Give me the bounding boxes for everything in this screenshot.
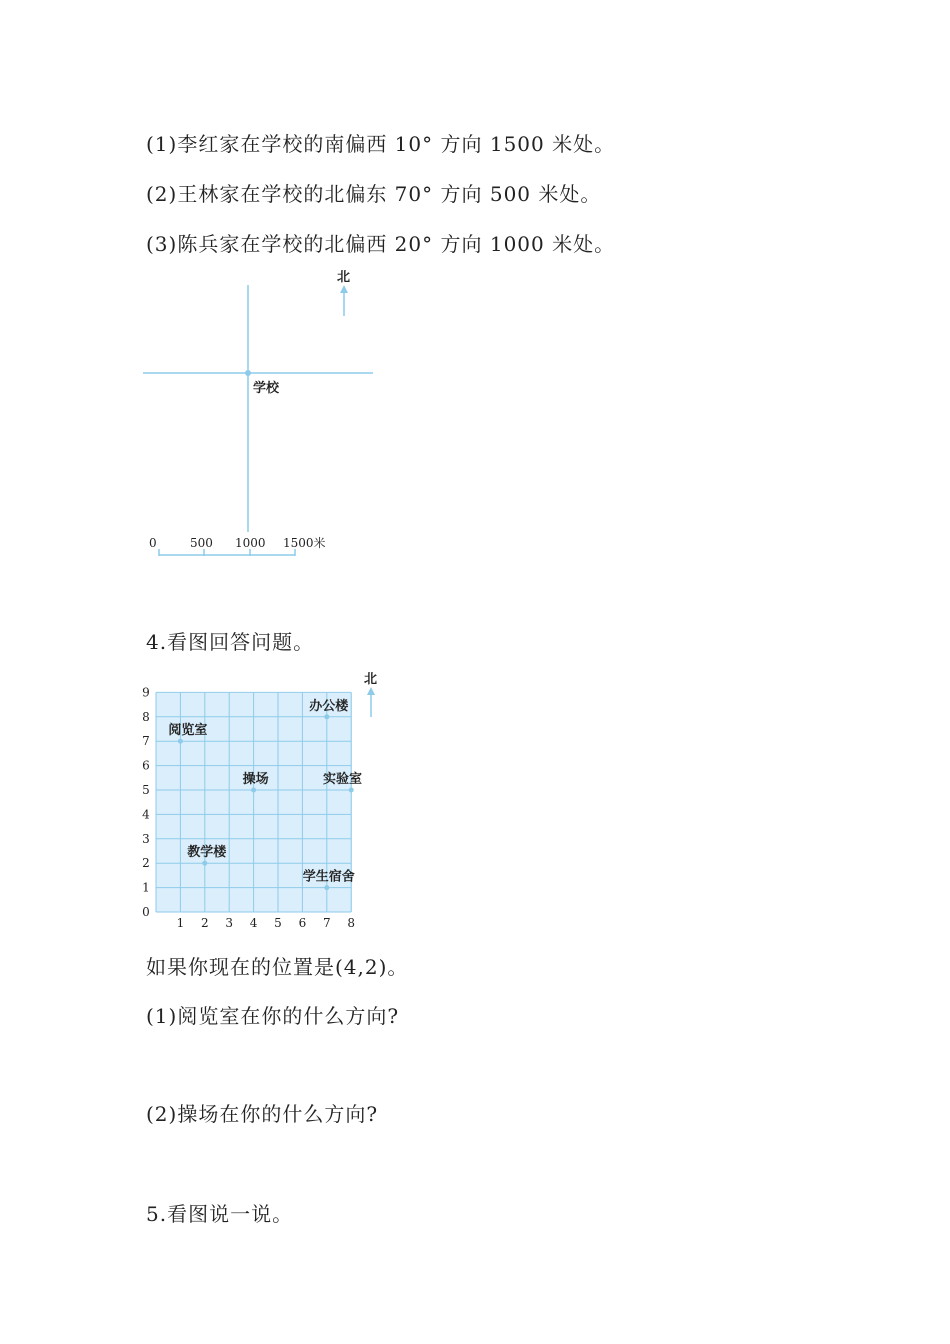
- school-direction-map: [0, 0, 950, 600]
- scale-label-0: 0: [149, 536, 157, 550]
- grid-north-arrow-icon: [367, 687, 375, 717]
- x-tick-label: 6: [298, 916, 307, 930]
- x-tick-label: 5: [274, 916, 282, 930]
- x-tick-label: 8: [347, 916, 356, 930]
- y-tick-label: 8: [142, 709, 150, 724]
- current-position-text: 如果你现在的位置是(4,2)。: [146, 955, 409, 979]
- place-point: [202, 861, 207, 866]
- scale-label-1000: 1000: [235, 536, 266, 550]
- campus-grid-map: [0, 660, 950, 935]
- item-2: (2)王林家在学校的北偏东 70° 方向 500 米处。: [146, 182, 602, 206]
- y-tick-label: 9: [142, 685, 150, 700]
- north-label: 北: [337, 270, 351, 285]
- place-point: [324, 714, 329, 719]
- grid-north-label: 北: [364, 672, 378, 687]
- place-point: [251, 788, 256, 793]
- scale-label-1500: 1500米: [283, 536, 326, 550]
- x-tick-label: 4: [249, 916, 258, 930]
- place-label: 学生宿舍: [302, 869, 355, 885]
- x-tick-label: 1: [176, 916, 185, 930]
- north-arrow-icon: [340, 285, 348, 316]
- school-label: 学校: [253, 381, 280, 396]
- problem5-title: 5.看图说一说。: [146, 1202, 294, 1226]
- x-tick-label: 3: [225, 916, 234, 930]
- place-point: [178, 739, 183, 744]
- y-tick-label: 1: [142, 880, 150, 895]
- x-tick-label: 2: [200, 916, 209, 930]
- y-tick-label: 3: [142, 831, 150, 846]
- scale-bar: [159, 549, 295, 556]
- place-point: [349, 788, 354, 793]
- item-1: (1)李红家在学校的南偏西 10° 方向 1500 米处。: [146, 132, 616, 156]
- y-tick-label: 0: [142, 905, 150, 919]
- place-label: 阅览室: [168, 723, 208, 739]
- y-tick-label: 4: [142, 807, 150, 822]
- problem4-title: 4.看图回答问题。: [146, 630, 315, 654]
- place-label: 教学楼: [187, 845, 227, 861]
- y-tick-label: 5: [142, 783, 150, 797]
- school-point: [245, 370, 251, 376]
- y-tick-label: 7: [142, 734, 150, 749]
- place-point: [324, 885, 329, 890]
- scale-label-500: 500: [190, 536, 213, 550]
- question-1: (1)阅览室在你的什么方向?: [146, 1004, 400, 1028]
- place-label: 操场: [242, 772, 269, 787]
- y-tick-label: 6: [142, 758, 150, 773]
- place-label: 办公楼: [309, 698, 349, 714]
- y-tick-label: 2: [142, 856, 150, 871]
- place-label: 实验室: [323, 772, 363, 787]
- x-tick-label: 7: [322, 916, 331, 930]
- question-2: (2)操场在你的什么方向?: [146, 1102, 379, 1126]
- item-3: (3)陈兵家在学校的北偏西 20° 方向 1000 米处。: [146, 232, 616, 256]
